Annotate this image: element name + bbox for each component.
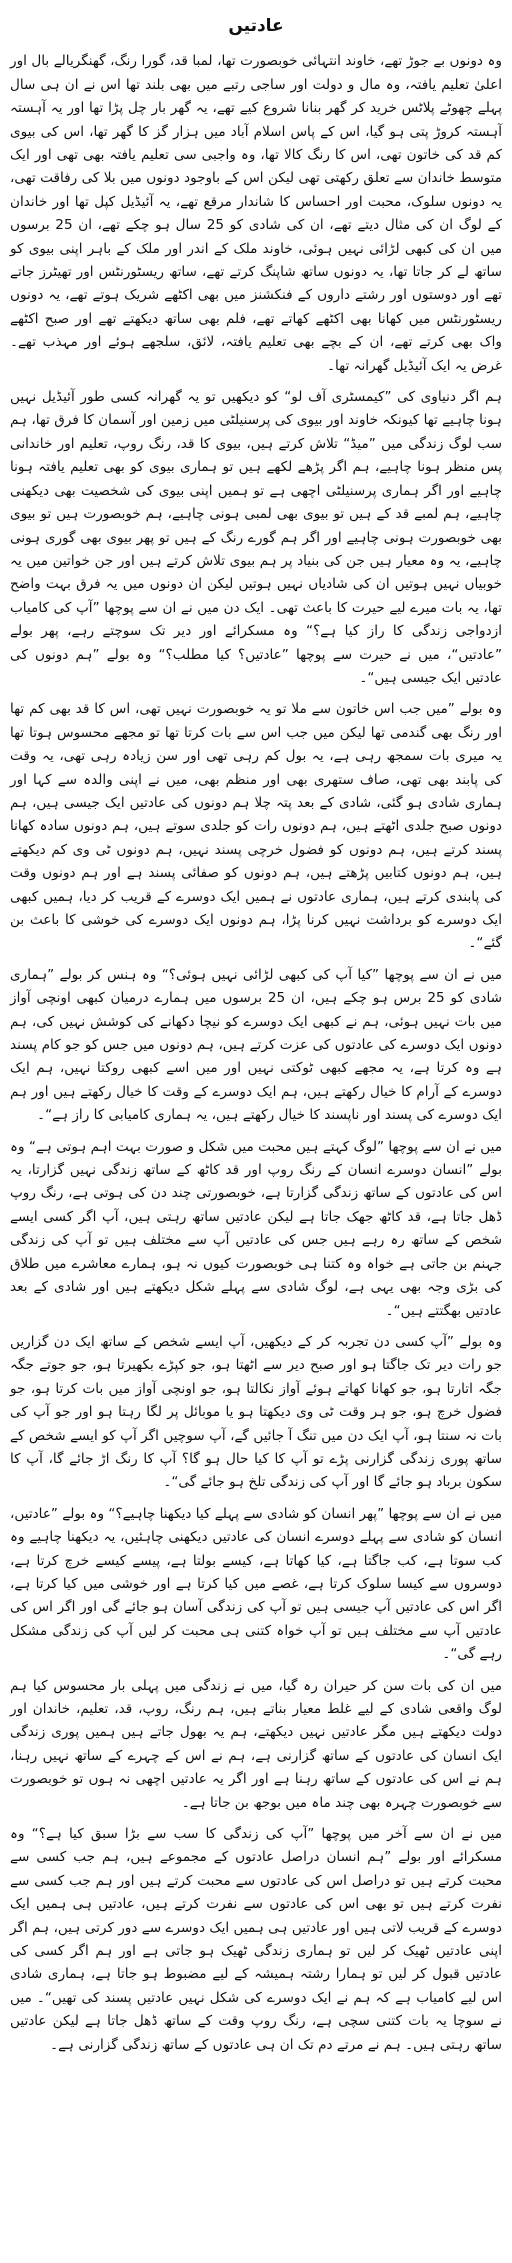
- article-paragraph: ہم اگر دنیاوی کی ”کیمسٹری آف لو“ کو دیکھیں تو یہ گھرانہ کسی طور آئیڈیل نہیں ہونا چاہیے تھا کیونکہ خاوند اور بیوی کی پرسنیلٹی میں زمین اور آسمان کا فرق تھا، ہم سب لوگ زندگی میں ”میڈ“ تلاش کرتے ہیں، بیوی کا قد، رنگ روپ، تعلیم اور خاندانی پس منظر ہونا چاہیے، ہم اگر پڑھے لکھے ہیں تو ہماری بیوی کو بھی تعلیم یافتہ ہونا چاہیے اور اگر ہماری پرسنیلٹی اچھی ہے تو ہمیں اپنی بیوی کی شخصیت بھی دیکھنی چاہیے، ہم لمبے قد کے ہیں تو بیوی بھی لمبی ہونی چاہیے، ہم خوبصورت ہیں تو بیوی بھی خوبصورت ہونی چاہیے اور اگر ہم گورے رنگ کے ہیں تو پھر بیوی بھی گوری ہونی چاہیے، یہ وہ معیار ہیں جن کی بنیاد پر ہم بیوی تلاش کرتے ہیں اور جن خواتین میں یہ خوبیاں نہیں ہوتیں ان کی شادیاں نہیں ہوتیں لیکن ان دونوں میں یہ فرق بہت واضح تھا، یہ بات میرے لیے حیرت کا باعث تھی۔ ایک دن میں نے ان سے پوچھا ”آپ کی کامیاب ازدواجی زندگی کا راز کیا ہے؟“ وہ مسکرائے اور دیر تک سوچتے رہے، پھر بولے ”عادتیں“، میں نے حیرت سے پوچھا ”عادتیں؟ کیا مطلب؟“ وہ بولے ”ہم دونوں کی عادتیں ایک جیسی ہیں“۔: [10, 389, 502, 686]
- article-paragraph: وہ بولے ”آپ کسی دن تجربہ کر کے دیکھیں، آپ ایسے شخص کے ساتھ ایک دن گزاریں جو رات دیر تک جاگتا ہو اور صبح دیر سے اٹھتا ہو، جو کپڑے بکھیرتا ہو، جو جوتے جگہ جگہ اتارتا ہو، جو کھانا کھاتے ہوئے آواز نکالتا ہو، جو اونچی آواز میں بات کرتا ہو، جو فضول خرچ ہو، جو ہر وقت ٹی وی دیکھتا ہو یا موبائل پر لگا رہتا ہو اور جو آپ کی بات نہ سنتا ہو، آپ ایک دن میں تنگ آ جائیں گے، آپ سوچیں اگر آپ کو ایسے شخص کے ساتھ پوری زندگی گزارنی پڑے تو آپ کا کیا حال ہو گا؟ آپ کا رنگ اڑ جائے گا، آپ کا سکون برباد ہو جائے گا اور آپ کی زندگی تلخ ہو جائے گی“۔: [10, 1333, 502, 1491]
- article-paragraph: وہ بولے ”میں جب اس خاتون سے ملا تو یہ خوبصورت نہیں تھی، اس کا قد بھی کم تھا اور رنگ بھی گندمی تھا لیکن میں جب اس سے بات کرتا تھا تو مجھے محسوس ہوتا تھا یہ میری بات سمجھ رہی ہے، یہ بول کم رہی تھی اور سن زیادہ رہی تھی، یہ وقت کی پابند بھی تھی، صاف ستھری بھی اور منظم بھی، میں نے اپنی والدہ سے کہا اور ہماری شادی ہو گئی، شادی کے بعد پتہ چلا ہم دونوں کی عادتیں ایک جیسی ہیں، ہم دونوں صبح جلدی اٹھتے ہیں، ہم دونوں رات کو جلدی سوتے ہیں، ہم دونوں سادہ کھانا پسند کرتے ہیں، ہم دونوں کو فضول خرچی پسند نہیں، ہم دونوں ٹی وی کم دیکھتے ہیں، ہم دونوں کتابیں پڑھتے ہیں، ہم دونوں کو صفائی پسند ہے اور ہم دونوں وقت کی پابندی کرتے ہیں، ہماری عادتوں نے ہمیں ایک دوسرے کے قریب کر دیا، ہمیں کبھی ایک دوسرے کو برداشت نہیں کرنا پڑا، ہم دونوں ایک دوسرے کی خوشی کا باعث بن گئے“۔: [10, 701, 502, 952]
- article-paragraph: میں نے ان سے آخر میں پوچھا ”آپ کی زندگی کا سب سے بڑا سبق کیا ہے؟“ وہ مسکرائے اور بولے ”ہم انسان دراصل عادتوں کے مجموعے ہیں، ہم جب کسی سے محبت کرتے ہیں تو دراصل اس کی عادتوں سے محبت کرتے ہیں اور ہم جب کسی سے نفرت کرتے ہیں تو بھی اس کی عادتوں سے نفرت کرتے ہیں، عادتیں ہی ہمیں ایک دوسرے کے قریب لاتی ہیں اور عادتیں ہی ہمیں ایک دوسرے سے دور کرتی ہیں، ہم اگر اپنی عادتیں ٹھیک کر لیں تو ہماری زندگی ٹھیک ہو جاتی ہے اور ہم اگر کسی کی عادتیں قبول کر لیں تو ہمارا رشتہ ہمیشہ کے لیے مضبوط ہو جاتا ہے، ہماری شادی اس لیے کامیاب ہے کہ ہم نے ایک دوسرے کی شکل نہیں عادتیں پسند کی تھیں“۔ میں نے سوچا یہ بات کتنی سچی ہے، رنگ روپ وقت کے ساتھ ڈھل جاتا ہے لیکن عادتیں ساتھ رہتی ہیں۔ ہم نے مرتے دم تک ان ہی عادتوں کے ساتھ زندگی گزارنی ہے۔: [10, 1826, 502, 2053]
- article-paragraph: میں نے ان سے پوچھا ”کیا آپ کی کبھی لڑائی نہیں ہوئی؟“ وہ ہنس کر بولے ”ہماری شادی کو 25 برس ہو چکے ہیں، ان 25 برسوں میں ہمارے درمیان کبھی اونچی آواز میں بات نہیں ہوئی، ہم نے کبھی ایک دوسرے کو نیچا دکھانے کی کوشش نہیں کی، ہم دونوں ایک دوسرے کی عادتوں کی عزت کرتے ہیں، ہم دونوں میں جس کو جو کام پسند ہے وہ کرتا ہے، یہ مجھے کبھی ٹوکتی نہیں اور میں اسے کبھی روکتا نہیں، ہم ایک دوسرے کے آرام کا خیال رکھتے ہیں، ہم ایک دوسرے کے وقت کا خیال رکھتے ہیں اور ہم ایک دوسرے کی پسند اور ناپسند کا خیال رکھتے ہیں، یہ ہماری کامیابی کا راز ہے“۔: [10, 966, 502, 1124]
- article-paragraph: میں نے ان سے پوچھا ”پھر انسان کو شادی سے پہلے کیا دیکھنا چاہیے؟“ وہ بولے ”عادتیں، انسان کو شادی سے پہلے دوسرے انسان کی عادتیں دیکھنی چاہئیں، یہ دیکھنا چاہیے وہ کب سوتا ہے، کب جاگتا ہے، کیا کھاتا ہے، کیسے بولتا ہے، پیسے کیسے خرچ کرتا ہے، دوسروں سے کیسا سلوک کرتا ہے، غصے میں کیا کرتا ہے اور خوشی میں کیا کرتا ہے، اگر اس کی عادتیں آپ جیسی ہیں تو آپ کی زندگی آسان ہو جائے گی اور اگر اس کی عادتیں آپ سے مختلف ہیں تو آپ خواہ کتنی ہی محبت کر لیں آپ کی زندگی مشکل رہے گی“۔: [10, 1505, 502, 1663]
- article-paragraph: وہ دونوں بے جوڑ تھے، خاوند انتہائی خوبصورت تھا، لمبا قد، گورا رنگ، گھنگریالے بال اور اعلیٰ تعلیم یافتہ، وہ مال و دولت اور ساجی رتبے میں بھی بلند تھا اس نے ان ہی سال پہلے چھوٹے پلاٹس خرید کر گھر بنانا شروع کیے تھے، یہ گھر بار چل پڑا تھا اور یہ آہستہ آہستہ کروڑ پتی ہو گیا، اس کے پاس اسلام آباد میں ہزار گز کا گھر تھا، اس کی بیوی کم قد کی خاتون تھی، اس کا رنگ کالا تھا، وہ واجبی سی تعلیم یافتہ بھی تھی اور ایک متوسط خاندان سے تعلق رکھتی تھی لیکن اس کے باوجود دونوں میں بلا کی رفاقت تھی، یہ دونوں سلوک، محبت اور احساس کا شاندار مرقع تھے، یہ آئیڈیل کپل تھا اور خاندان کے لوگ ان کی مثال دیتے تھے، ان کی شادی کو 25 سال ہو چکے تھے، ان 25 برسوں میں ان کی کبھی لڑائی نہیں ہوئی، خاوند ملک کے اندر اور ملک کے باہر اپنی بیوی کو ساتھ لے کر جاتا تھا، یہ دونوں ساتھ شاپنگ کرتے تھے، ساتھ ریسٹورنٹس اور تھیٹرز جاتے تھے اور دوستوں اور رشتے داروں کے فنکشنز میں بھی اکٹھے شریک ہوتے تھے، یہ دونوں ریسٹورنٹس میں کھانا بھی اکٹھے کھاتے تھے، فلم بھی ساتھ دیکھتے تھے اور صبح اکٹھے واک بھی کرتے تھے، ان کے بچے بھی تعلیم یافتہ، لائق، سلجھے ہوئے اور مہذب تھے۔ غرض یہ ایک آئیڈیل گھرانہ تھا۔: [10, 53, 502, 374]
- article-title: عادتیں: [228, 16, 284, 36]
- article-body: [10, 50, 502, 2057]
- article-paragraph: میں ان کی بات سن کر حیران رہ گیا، میں نے زندگی میں پہلی بار محسوس کیا ہم لوگ واقعی شادی کے لیے غلط معیار بناتے ہیں، ہم رنگ، روپ، قد، تعلیم، خاندان اور دولت دیکھتے ہیں مگر عادتیں نہیں دیکھتے، ہم یہ بھول جاتے ہیں ہمیں پوری زندگی ایک انسان کی عادتوں کے ساتھ گزارنی ہے، ہم نے اس کے چہرے کے ساتھ نہیں رہنا، ہم نے اس کی عادتوں کے ساتھ رہنا ہے اور اگر یہ عادتیں اچھی نہ ہوں تو خوبصورت سے خوبصورت چہرہ بھی چند ماہ میں بوجھ بن جاتا ہے۔: [10, 1677, 502, 1811]
- article-paragraph: میں نے ان سے پوچھا ”لوگ کہتے ہیں محبت میں شکل و صورت بہت اہم ہوتی ہے“ وہ بولے ”انسان دوسرے انسان کے رنگ روپ اور قد کاٹھ کے ساتھ زندگی نہیں گزارتا، یہ اس کی عادتوں کے ساتھ زندگی گزارتا ہے، خوبصورتی چند دن کی ہوتی ہے، رنگ روپ ڈھل جاتا ہے، قد کاٹھ جھک جاتا ہے لیکن عادتیں ساتھ رہتی ہیں، آپ اگر کسی ایسے شخص کے ساتھ رہ رہے ہیں جس کی عادتیں آپ سے مختلف ہیں تو آپ کی زندگی جہنم بن جاتی ہے خواہ وہ کتنا ہی خوبصورت کیوں نہ ہو، ہمارے معاشرے میں طلاق کی بڑی وجہ بھی یہی ہے، لوگ شادی سے پہلے شکل دیکھتے ہیں اور شادی کے بعد عادتیں بھگتتے ہیں“۔: [10, 1138, 502, 1319]
